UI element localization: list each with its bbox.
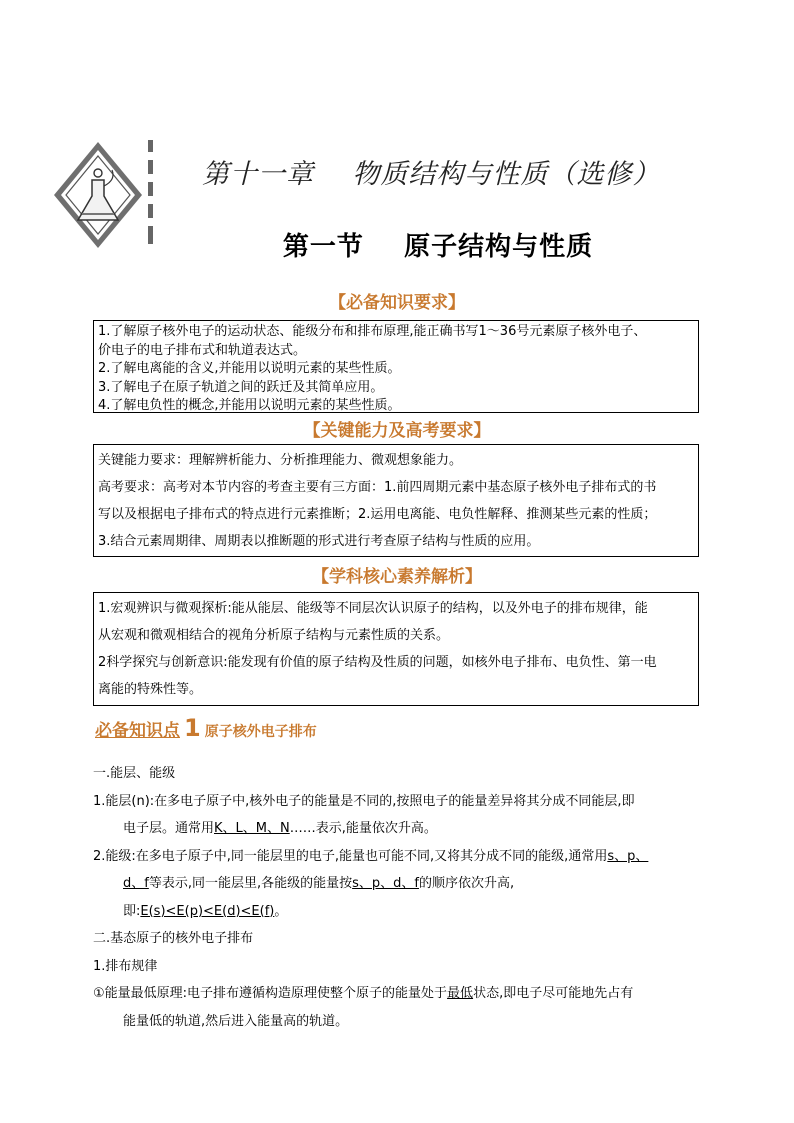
knowledge-point-label: 必备知识点	[95, 721, 180, 741]
box-line: 从宏观和微观相结合的视角分析原子结构与元素性质的关系。	[98, 628, 450, 643]
core-literacy-heading: 【学科核心素养解析】	[312, 567, 482, 587]
box-line: 离能的特殊性等。	[98, 682, 203, 697]
heading-ground-state: 二.基态原子的核外电子排布	[93, 931, 254, 946]
box-line: 1.了解原子核外电子的运动状态、能级分布和排布原理,能正确书写1～36号元素原子核外电子、	[98, 324, 647, 339]
body-content	[93, 760, 713, 1035]
box-line: 3.结合元素周期律、周期表以推断题的形式进行考查原子结构与性质的应用。	[98, 534, 540, 549]
paragraph: 即:E(s)<E(p)<E(d)<E(f)。	[123, 903, 288, 919]
divider-dash	[148, 140, 153, 152]
box-line: 4.了解电负性的概念,并能用以说明元素的某些性质。	[98, 398, 401, 413]
underlined-answer: E(s)<E(p)<E(d)<E(f)	[140, 903, 275, 919]
chapter-title: 第十一章 物质结构与性质（选修）	[202, 159, 661, 190]
knowledge-point-number: 1	[184, 714, 201, 742]
divider-dash	[148, 182, 153, 196]
box-line: 关键能力要求：理解辨析能力、分析推理能力、微观想象能力。	[98, 453, 463, 468]
paragraph: 2.能级:在多电子原子中,同一能层里的电子,能量也可能不同,又将其分成不同的能级,通常用s、p、	[93, 848, 649, 864]
paragraph: 电子层。通常用K、L、M、N……表示,能量依次升高。	[123, 821, 437, 836]
underlined-answer: d、f	[123, 876, 149, 891]
divider-dash	[148, 160, 153, 174]
key-ability-heading: 【关键能力及高考要求】	[303, 421, 491, 441]
box-line: 3.了解电子在原子轨道之间的跃迁及其简单应用。	[98, 379, 384, 395]
key-ability-box	[93, 444, 699, 557]
paragraph: ①能量最低原理:电子排布遵循构造原理使整个原子的能量处于最低状态,即电子尽可能地先占有	[93, 986, 634, 1001]
box-line: 1.宏观辨识与微观探析:能从能层、能级等不同层次认识原子的结构，以及外电子的排布规律，能	[98, 601, 648, 616]
knowledge-point-title: 原子核外电子排布	[204, 724, 317, 740]
paragraph: d、f等表示,同一能层里,各能级的能量按s、p、d、f的顺序依次升高,	[123, 876, 515, 891]
paragraph: 能量低的轨道,然后进入能量高的轨道。	[123, 1013, 349, 1029]
core-literacy-box	[93, 592, 699, 706]
heading-energy-levels: 一.能层、能级	[93, 766, 176, 781]
box-line: 2.了解电离能的含义,并能用以说明元素的某些性质。	[98, 361, 401, 376]
box-line: 2科学探究与创新意识:能发现有价值的原子结构及性质的问题，如核外电子排布、电负性、第一电	[98, 655, 657, 670]
underlined-answer: s、p、	[607, 848, 649, 864]
underlined-answer: s、p、d、f	[352, 876, 419, 891]
box-line: 高考要求：高考对本节内容的考查主要有三方面：1.前四周期元素中基态原子核外电子排布式的书	[98, 480, 657, 495]
divider-dash	[148, 204, 153, 218]
knowledge-point-heading	[95, 714, 317, 742]
box-line: 写以及根据电子排布式的特点进行元素推断；2.运用电离能、电负性解释、推测某些元素的性质；	[98, 507, 657, 522]
box-line: 价电子的电子排布式和轨道表达式。	[98, 342, 307, 358]
section-title: 第一节 原子结构与性质	[282, 232, 594, 262]
underlined-answer: 最低	[447, 986, 474, 1001]
underlined-answer: K、L、M、N	[214, 821, 290, 836]
required-knowledge-box	[93, 320, 699, 413]
required-knowledge-heading: 【必备知识要求】	[329, 293, 465, 313]
heading-rules: 1.排布规律	[93, 958, 158, 974]
paragraph: 1.能层(n):在多电子原子中,核外电子的能量是不同的,按照电子的能量差异将其分成不同能层,即	[93, 793, 635, 809]
